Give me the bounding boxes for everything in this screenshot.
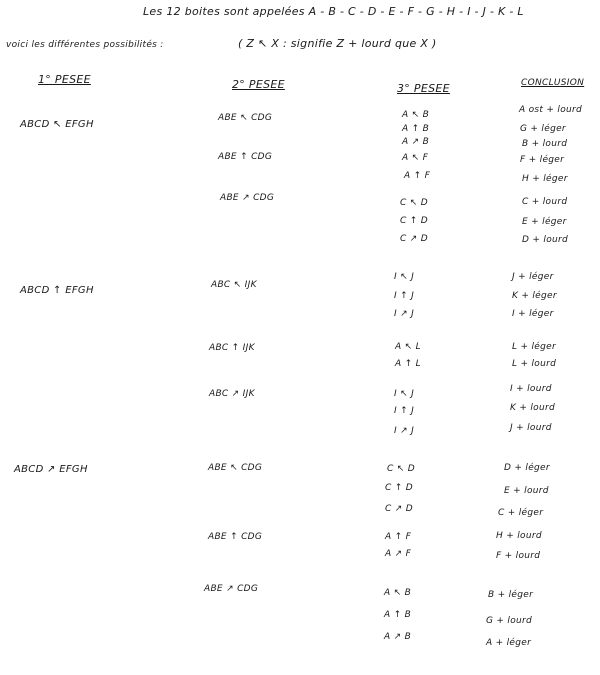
pesee3-entry: A ↖ L <box>395 342 421 352</box>
header-notation-legend: ( Z ↖ X : signifie Z + lourd que X ) <box>238 37 437 50</box>
pesee1-entry: ABCD ↗ EFGH <box>14 464 88 475</box>
pesee3-entry: A ↑ B <box>384 610 412 620</box>
pesee2-entry: ABC ↑ IJK <box>209 343 255 353</box>
pesee3-entry: I ↑ J <box>394 291 415 301</box>
conclusion-entry: A + léger <box>486 638 532 648</box>
conclusion-entry: K + lourd <box>510 403 555 413</box>
conclusion-entry: G + lourd <box>486 616 533 626</box>
column-header-pesee-3: 3° PESEE <box>397 82 450 95</box>
pesee2-entry: ABE ↖ CDG <box>218 113 273 123</box>
pesee3-entry: A ↗ B <box>402 137 430 147</box>
pesee2-entry: ABE ↖ CDG <box>208 463 263 473</box>
pesee3-entry: I ↑ J <box>394 406 415 416</box>
conclusion-entry: D + léger <box>504 463 550 473</box>
conclusion-entry: B + lourd <box>522 139 568 149</box>
conclusion-entry: C + lourd <box>522 197 568 207</box>
pesee3-entry: I ↗ J <box>394 309 415 319</box>
conclusion-entry: E + léger <box>522 217 567 227</box>
pesee2-entry: ABE ↗ CDG <box>220 193 275 203</box>
pesee3-entry: A ↖ B <box>402 110 430 120</box>
conclusion-entry: B + léger <box>488 590 534 600</box>
pesee3-entry: C ↗ D <box>400 234 428 244</box>
pesee3-entry: A ↖ B <box>384 588 412 598</box>
pesee1-entry: ABCD ↖ EFGH <box>20 119 94 130</box>
pesee1-entry: ABCD ↑ EFGH <box>20 285 94 296</box>
pesee3-entry: I ↖ J <box>394 272 415 282</box>
column-header-pesee-1: 1° PESEE <box>38 73 91 86</box>
conclusion-entry: L + léger <box>512 342 556 352</box>
pesee3-entry: A ↗ B <box>384 632 412 642</box>
conclusion-entry: J + léger <box>512 272 554 282</box>
pesee3-entry: C ↗ D <box>385 504 413 514</box>
pesee3-entry: C ↖ D <box>387 464 415 474</box>
pesee3-entry: I ↖ J <box>394 389 415 399</box>
conclusion-entry: H + lourd <box>496 531 542 541</box>
column-header-conclusion: CONCLUSION <box>521 78 585 88</box>
conclusion-entry: F + léger <box>520 155 565 165</box>
pesee2-entry: ABE ↑ CDG <box>208 532 263 542</box>
conclusion-entry: K + léger <box>512 291 557 301</box>
header-boxes-line: Les 12 boites sont appelées A - B - C - D - E - F - G - H - I - J - K - L <box>143 5 524 18</box>
conclusion-entry: H + léger <box>522 174 568 184</box>
pesee2-entry: ABC ↖ IJK <box>211 280 257 290</box>
conclusion-entry: J + lourd <box>510 423 552 433</box>
pesee3-entry: C ↖ D <box>400 198 428 208</box>
conclusion-entry: D + lourd <box>522 235 569 245</box>
pesee2-entry: ABE ↗ CDG <box>204 584 259 594</box>
pesee3-entry: A ↗ F <box>385 549 412 559</box>
pesee3-entry: A ↑ L <box>395 359 421 369</box>
pesee3-entry: A ↑ F <box>404 171 431 181</box>
conclusion-entry: E + lourd <box>504 486 549 496</box>
pesee3-entry: A ↖ F <box>402 153 429 163</box>
pesee3-entry: A ↑ F <box>385 532 412 542</box>
pesee2-entry: ABE ↑ CDG <box>218 152 273 162</box>
conclusion-entry: C + léger <box>498 508 544 518</box>
pesee2-entry: ABC ↗ IJK <box>209 389 255 399</box>
pesee3-entry: I ↗ J <box>394 426 415 436</box>
pesee3-entry: C ↑ D <box>400 216 428 226</box>
conclusion-entry: I + léger <box>512 309 554 319</box>
pesee3-entry: C ↑ D <box>385 483 413 493</box>
conclusion-entry: A ost + lourd <box>519 105 583 115</box>
header-possibilities-label: voici les différentes possibilités : <box>6 40 164 50</box>
conclusion-entry: G + léger <box>520 124 566 134</box>
conclusion-entry: I + lourd <box>510 384 552 394</box>
conclusion-entry: F + lourd <box>496 551 541 561</box>
pesee3-entry: A ↑ B <box>402 124 430 134</box>
column-header-pesee-2: 2° PESEE <box>232 78 285 91</box>
conclusion-entry: L + lourd <box>512 359 557 369</box>
